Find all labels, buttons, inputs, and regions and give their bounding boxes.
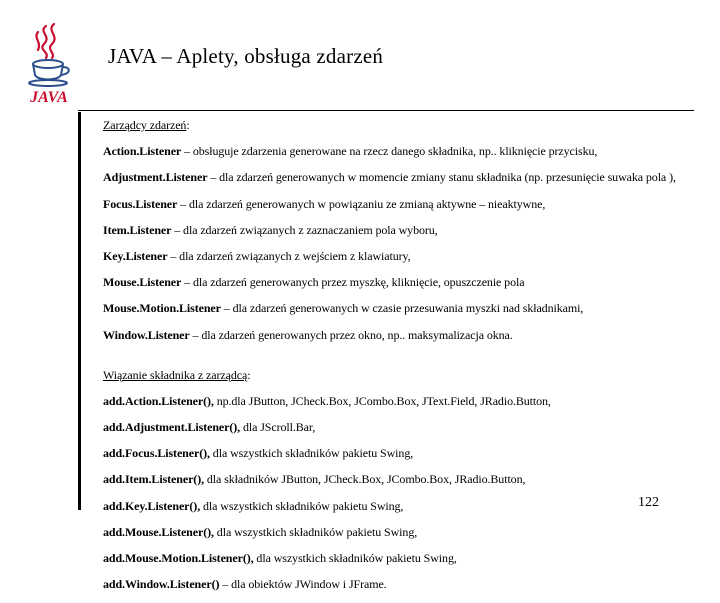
listener-name: Action.Listener — [103, 144, 182, 159]
listener-desc: – dla zdarzeń generowanych przez myszkę, kliknięcie, opuszczenie pola — [181, 275, 525, 290]
listener-name: Window.Listener — [103, 327, 190, 342]
method-desc: dla wszystkich składników pakietu Swing, — [253, 551, 457, 565]
method-desc: dla wszystkich składników pakietu Swing, — [200, 498, 404, 513]
method-name: add.Mouse.Listener(), — [103, 524, 214, 539]
listener-desc: – dla zdarzeń związanych z wejściem z klawiatury, — [167, 248, 411, 263]
listener-name: Key.Listener — [103, 248, 168, 263]
list-item — [103, 328, 703, 343]
listener-name: Item.Listener — [103, 222, 172, 237]
method-name: add.Window.Listener() — [103, 577, 220, 592]
method-desc: dla JScroll.Bar, — [240, 420, 316, 435]
list-item — [103, 577, 703, 592]
list-item — [103, 170, 703, 185]
title-divider — [78, 110, 694, 111]
method-name: add.Adjustment.Listener(), — [103, 420, 241, 435]
java-logo-icon — [24, 22, 74, 106]
list-item — [103, 197, 703, 212]
method-desc: – dla obiektów JWindow i JFrame. — [219, 577, 387, 592]
page-number: 122 — [638, 495, 659, 510]
list-item — [103, 446, 703, 461]
listeners-heading: Zarządcy zdarzeń: — [103, 118, 190, 132]
list-item — [103, 249, 703, 264]
listener-name: Mouse.Listener — [103, 275, 182, 290]
method-name: add.Key.Listener(), — [103, 498, 201, 513]
method-desc: np.dla JButton, JCheck.Box, JCombo.Box, JText.Field, JRadio.Button, — [213, 393, 551, 408]
list-item — [103, 223, 703, 238]
logo-wordmark: JAVA — [30, 89, 68, 106]
listener-name: Adjustment.Listener — [103, 170, 208, 185]
list-item — [103, 275, 703, 290]
list-item — [103, 499, 703, 514]
slide-title: JAVA – Aplety, obsługa zdarzeń — [108, 44, 384, 68]
listener-name: Mouse.Motion.Listener — [103, 301, 221, 316]
left-rule — [78, 112, 81, 510]
list-item — [103, 472, 703, 487]
method-desc: dla wszystkich składników pakietu Swing, — [209, 446, 414, 461]
list-item — [103, 144, 703, 159]
method-name: add.Action.Listener(), — [103, 393, 214, 408]
list-item — [103, 301, 703, 316]
listener-desc: – obsługuje zdarzenia generowane na rzecz danego składnika, np.. kliknięcie przycisku, — [181, 144, 598, 159]
list-item — [103, 420, 703, 435]
list-item — [103, 525, 703, 540]
listener-name: Focus.Listener — [103, 196, 178, 211]
listener-desc: – dla zdarzeń generowanych przez okno, np.. maksymalizacja okna. — [189, 327, 513, 342]
listener-desc: – dla zdarzeń generowanych w momencie zmiany stanu składnika (np. przesunięcie suwaka pola ), — [207, 170, 676, 185]
listener-desc: – dla zdarzeń generowanych w powiązaniu ze zmianą aktywne – nieaktywne, — [177, 196, 546, 211]
binding-heading: Wiązanie składnika z zarządcą: — [103, 367, 251, 382]
list-item — [103, 551, 703, 566]
slide-content — [103, 118, 703, 603]
listener-desc: – dla zdarzeń związanych z zaznaczaniem pola wyboru, — [171, 222, 438, 237]
section-gap — [103, 354, 703, 368]
method-desc: dla składników JButton, JCheck.Box, JCombo.Box, JRadio.Button, — [204, 472, 526, 487]
method-name: add.Mouse.Motion.Listener(), — [103, 551, 254, 565]
method-name: add.Focus.Listener(), — [103, 446, 210, 461]
list-item — [103, 394, 703, 409]
listener-desc: – dla zdarzeń generowanych w czasie przesuwania myszki nad składnikami, — [220, 301, 584, 316]
method-desc: dla wszystkich składników pakietu Swing, — [213, 524, 418, 539]
method-name: add.Item.Listener(), — [103, 472, 204, 487]
